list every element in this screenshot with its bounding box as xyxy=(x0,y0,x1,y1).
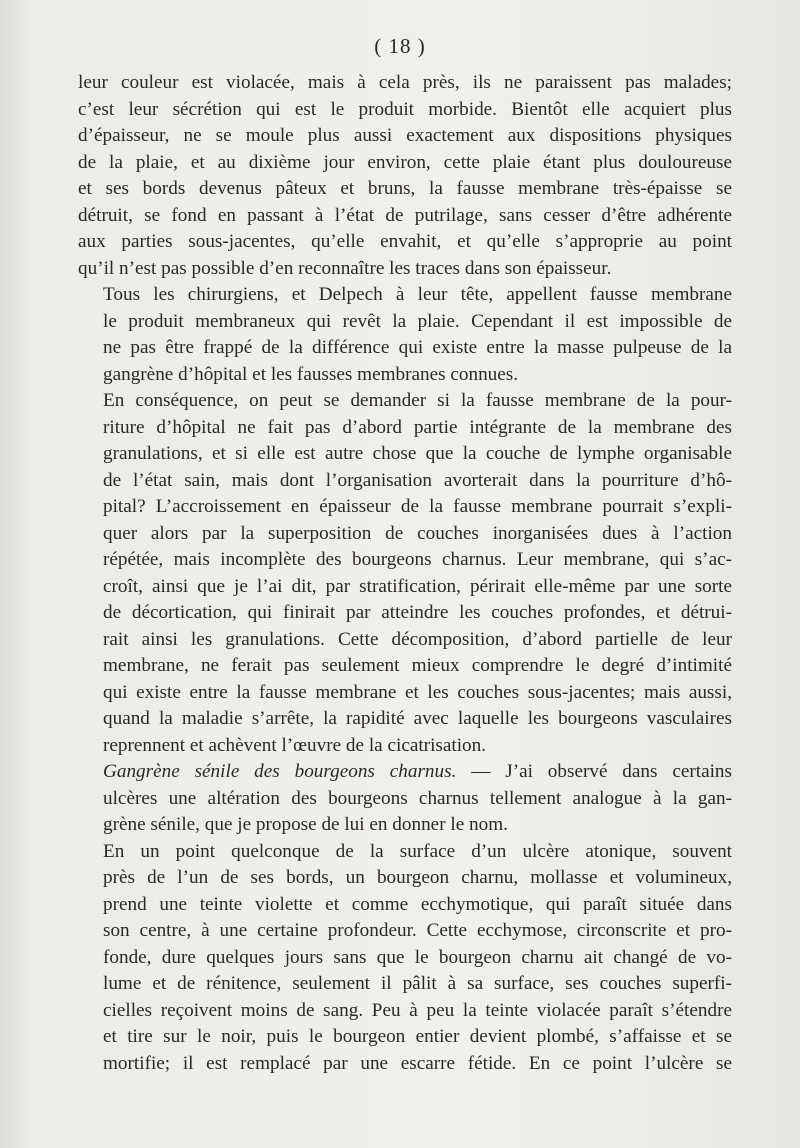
text-line: fonde, dure quelques jours sans que le bourgeon charnu ait changé de vo- xyxy=(103,946,732,968)
text-line: le produit membraneux qui revêt la plaie. Cependant il est impossible de xyxy=(103,310,732,332)
paragraph-3 xyxy=(78,388,732,759)
text-line: et ses bords devenus pâteux et bruns, la fausse membrane très-épaisse se xyxy=(78,178,732,199)
text-line: son centre, à une certaine profondeur. Cette ecchymose, circonscrite et pro- xyxy=(103,920,732,941)
text-line: détruit, se fond en passant à l’état de putrilage, sans cesser d’être adhérente xyxy=(78,204,732,226)
text-line: de la plaie, et au dixième jour environ, cette plaie étant plus douloureuse xyxy=(78,151,732,173)
text-line: quand la maladie s’arrête, la rapidité avec laquelle les bourgeons vasculaires xyxy=(103,708,732,729)
text-line: membrane, ne ferait pas seulement mieux comprendre le degré d’intimité xyxy=(103,655,732,676)
text-line: d’épaisseur, ne se moule plus aussi exactement aux dispositions physiques xyxy=(78,125,732,146)
paragraph-1 xyxy=(78,70,732,282)
text-line: lume et de rénitence, seulement il pâlit à sa surface, ses couches superfi- xyxy=(103,973,732,994)
text-line: granulations, et si elle est autre chose que la couche de lymphe organisable xyxy=(103,443,732,464)
text-line: près de l’un de ses bords, un bourgeon charnu, mollasse et volumineux, xyxy=(103,867,732,888)
paragraph-4 xyxy=(78,759,732,839)
text-line: Tous les chirurgiens, et Delpech à leur tête, appellent fausse membrane xyxy=(103,284,732,305)
text-line xyxy=(78,759,732,786)
text-line: qui existe entre la fausse membrane et les couches sous-jacentes; mais aussi, xyxy=(103,681,732,703)
text-line: En un point quelconque de la surface d’un ulcère atonique, souvent xyxy=(103,840,732,862)
paragraph-2 xyxy=(78,282,732,388)
text-line: ulcères une altération des bourgeons charnus tellement analogue à la gan- xyxy=(103,787,732,809)
text-line: cielles reçoivent moins de sang. Peu à peu la teinte violacée paraît s’étendre xyxy=(103,999,732,1021)
text-line: pital? L’accroissement en épaisseur de la fausse membrane pourrait s’expli- xyxy=(103,496,732,517)
text-line: reprennent et achèvent l’œuvre de la cicatrisation. xyxy=(103,734,487,756)
text-line: En conséquence, on peut se demander si la fausse membrane de la pour- xyxy=(103,390,732,411)
text-line: de l’état sain, mais dont l’organisation avorterait dans la pourriture d’hô- xyxy=(103,469,732,491)
text-line: quer alors par la superposition de couches inorganisées dues à l’action xyxy=(103,522,732,544)
text-line: de décortication, qui finirait par atteindre les couches profondes, et détrui- xyxy=(103,602,732,623)
text-line: ne pas être frappé de la différence qui existe entre la masse pulpeuse de la xyxy=(103,337,732,358)
text-line: qu’il n’est pas possible d’en reconnaître les traces dans son épaisseur. xyxy=(78,257,612,279)
text-line: mortifie; il est remplacé par une escarre fétide. En ce point l’ulcère se xyxy=(103,1052,732,1074)
section-heading: Gangrène sénile des bourgeons charnus. xyxy=(103,761,457,782)
text-line: répétée, mais incomplète des bourgeons charnus. Leur membrane, qui s’ac- xyxy=(103,549,732,570)
body-text xyxy=(78,70,732,1077)
text-line: c’est leur sécrétion qui est le produit morbide. Bientôt elle acquiert plus xyxy=(78,98,732,120)
text-fragment: — J’ai observé dans certains xyxy=(456,761,732,782)
page-number: ( 18 ) xyxy=(374,34,426,58)
text-line: rait ainsi les granulations. Cette décomposition, d’abord partielle de leur xyxy=(103,628,732,650)
text-line: prend une teinte violette et comme ecchymotique, qui paraît située dans xyxy=(103,893,732,915)
text-line: leur couleur est violacée, mais à cela près, ils ne paraissent pas malades; xyxy=(78,72,732,93)
text-line: riture d’hôpital ne fait pas d’abord partie intégrante de la membrane des xyxy=(103,416,732,438)
text-line: croît, ainsi que je l’ai dit, par stratification, périrait elle-même par une sorte xyxy=(103,575,732,597)
text-line: aux parties sous-jacentes, qu’elle envahit, et qu’elle s’approprie au point xyxy=(78,231,732,252)
paragraph-5 xyxy=(78,839,732,1078)
text-line: gangrène d’hôpital et les fausses membranes connues. xyxy=(103,363,519,385)
text-line: et tire sur le noir, puis le bourgeon entier devient plombé, s’affaisse et se xyxy=(103,1026,732,1047)
text-line: grène sénile, que je propose de lui en donner le nom. xyxy=(103,814,508,835)
